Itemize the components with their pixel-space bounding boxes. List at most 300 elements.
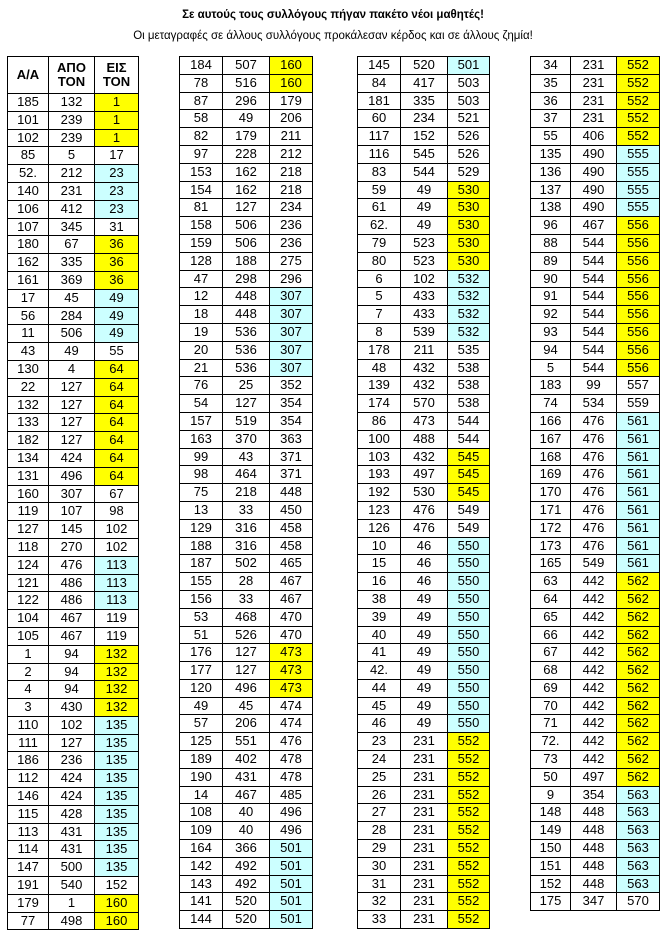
table-row [358,466,490,484]
cell-apo-ton: 239 [49,111,95,129]
table-row [180,92,313,110]
cell-aa: 36 [531,92,571,110]
cell-eis-ton: 49 [95,307,139,325]
cell-eis-ton: 467 [270,590,313,608]
cell-aa: 119 [8,503,49,521]
table-row [8,432,139,450]
cell-eis-ton: 530 [448,217,490,235]
cell-aa: 2 [8,663,49,681]
table-row [8,414,139,432]
cell-aa: 98 [180,466,223,484]
cell-eis-ton: 478 [270,751,313,769]
table-row [531,128,660,146]
cell-eis-ton: 64 [95,414,139,432]
cell-eis-ton: 549 [448,519,490,537]
cell-eis-ton: 563 [617,786,660,804]
cell-aa: 168 [531,448,571,466]
cell-eis-ton: 135 [95,734,139,752]
cell-aa: 176 [180,644,223,662]
table-row [180,608,313,626]
cell-aa: 68 [531,662,571,680]
table-row [531,501,660,519]
cell-eis-ton: 371 [270,448,313,466]
cell-aa: 23 [358,733,401,751]
cell-apo-ton: 296 [223,92,270,110]
cell-eis-ton: 562 [617,697,660,715]
cell-apo-ton: 4 [49,360,95,378]
table-row [358,323,490,341]
cell-apo-ton: 231 [571,74,617,92]
cell-eis-ton: 561 [617,466,660,484]
cell-aa: 189 [180,751,223,769]
cell-aa: 177 [180,662,223,680]
cell-eis-ton: 354 [270,395,313,413]
cell-apo-ton: 316 [223,537,270,555]
table-row [358,857,490,875]
cell-apo-ton: 231 [401,768,448,786]
cell-eis-ton: 552 [448,875,490,893]
cell-eis-ton: 236 [270,217,313,235]
table-row [358,412,490,430]
table-row [531,395,660,413]
cell-aa: 186 [8,752,49,770]
cell-aa: 53 [180,608,223,626]
cell-apo-ton: 231 [401,857,448,875]
cell-eis-ton: 550 [448,715,490,733]
cell-aa: 112 [8,770,49,788]
table-row [531,377,660,395]
table-row [180,804,313,822]
cell-eis-ton: 550 [448,626,490,644]
cell-apo-ton: 500 [49,859,95,877]
cell-eis-ton: 470 [270,608,313,626]
table-row [358,288,490,306]
table-row [358,128,490,146]
cell-aa: 51 [180,626,223,644]
cell-apo-ton: 231 [401,893,448,911]
cell-eis-ton: 557 [617,377,660,395]
cell-apo-ton: 490 [571,163,617,181]
cell-aa: 26 [358,786,401,804]
cell-apo-ton: 442 [571,715,617,733]
cell-apo-ton: 127 [49,432,95,450]
cell-apo-ton: 516 [223,74,270,92]
table-row [8,894,139,912]
cell-aa: 155 [180,573,223,591]
cell-eis-ton: 113 [95,574,139,592]
cell-aa: 70 [531,697,571,715]
cell-aa: 16 [358,573,401,591]
cell-apo-ton: 476 [571,466,617,484]
cell-eis-ton: 275 [270,252,313,270]
cell-aa: 136 [531,163,571,181]
table-row [8,663,139,681]
table-row [8,307,139,325]
cell-apo-ton: 442 [571,679,617,697]
cell-eis-ton: 465 [270,555,313,573]
cell-aa: 63 [531,573,571,591]
cell-aa: 173 [531,537,571,555]
cell-eis-ton: 552 [448,857,490,875]
table-row [8,111,139,129]
table-row [180,74,313,92]
cell-eis-ton: 552 [448,822,490,840]
cell-eis-ton: 561 [617,448,660,466]
cell-apo-ton: 49 [401,644,448,662]
cell-aa: 132 [8,396,49,414]
cell-apo-ton: 476 [401,501,448,519]
cell-aa: 187 [180,555,223,573]
cell-aa: 133 [8,414,49,432]
cell-apo-ton: 486 [49,574,95,592]
cell-apo-ton: 497 [401,466,448,484]
table-row [531,697,660,715]
cell-eis-ton: 132 [95,699,139,717]
table-row [358,644,490,662]
transfers-table-4 [530,56,660,911]
table-row [358,573,490,591]
cell-eis-ton: 473 [270,644,313,662]
cell-eis-ton: 119 [95,610,139,628]
table-row [8,823,139,841]
table-row [8,289,139,307]
cell-apo-ton: 46 [401,537,448,555]
cell-eis-ton: 160 [95,912,139,930]
cell-eis-ton: 135 [95,770,139,788]
table-row [8,699,139,717]
cell-eis-ton: 563 [617,840,660,858]
cell-apo-ton: 132 [49,94,95,112]
cell-eis-ton: 552 [617,57,660,75]
cell-eis-ton: 1 [95,129,139,147]
cell-apo-ton: 544 [571,341,617,359]
cell-eis-ton: 218 [270,181,313,199]
table-row [8,716,139,734]
cell-aa: 163 [180,430,223,448]
cell-eis-ton: 458 [270,537,313,555]
cell-apo-ton: 49 [401,626,448,644]
cell-apo-ton: 545 [401,145,448,163]
table-row [180,377,313,395]
cell-eis-ton: 211 [270,128,313,146]
cell-apo-ton: 544 [571,270,617,288]
table-row [8,610,139,628]
table-row [180,519,313,537]
cell-apo-ton: 544 [571,234,617,252]
table-row [358,608,490,626]
cell-eis-ton: 113 [95,592,139,610]
cell-apo-ton: 506 [223,234,270,252]
cell-eis-ton: 470 [270,626,313,644]
table-row [358,145,490,163]
page-title: Σε αυτούς τους συλλόγους πήγαν πακέτο νέοι μαθητές! [182,9,484,21]
cell-eis-ton: 135 [95,805,139,823]
table-row [358,679,490,697]
table-row [8,521,139,539]
cell-eis-ton: 501 [270,840,313,858]
cell-apo-ton: 231 [49,182,95,200]
table-row [8,218,139,236]
cell-aa: 78 [180,74,223,92]
table-row [358,57,490,75]
cell-aa: 106 [8,200,49,218]
cell-apo-ton: 188 [223,252,270,270]
table-row [531,466,660,484]
table-row [180,857,313,875]
cell-eis-ton: 556 [617,270,660,288]
cell-eis-ton: 135 [95,716,139,734]
cell-aa: 137 [531,181,571,199]
cell-aa: 77 [8,912,49,930]
table-row [8,360,139,378]
table-row [531,163,660,181]
cell-apo-ton: 476 [571,448,617,466]
cell-eis-ton: 64 [95,360,139,378]
cell-eis-ton: 135 [95,752,139,770]
cell-apo-ton: 231 [571,110,617,128]
cell-aa: 126 [358,519,401,537]
cell-aa: 108 [180,804,223,822]
cell-apo-ton: 539 [401,323,448,341]
table-row [531,217,660,235]
cell-apo-ton: 49 [401,199,448,217]
cell-apo-ton: 433 [401,306,448,324]
cell-apo-ton: 162 [223,163,270,181]
cell-aa: 167 [531,430,571,448]
cell-apo-ton: 316 [223,519,270,537]
cell-aa: 59 [358,181,401,199]
cell-aa: 100 [358,430,401,448]
cell-apo-ton: 231 [401,786,448,804]
cell-eis-ton: 36 [95,271,139,289]
cell-aa: 6 [358,270,401,288]
cell-aa: 94 [531,341,571,359]
cell-apo-ton: 433 [401,288,448,306]
cell-apo-ton: 442 [571,608,617,626]
cell-eis-ton: 544 [448,430,490,448]
table-row [531,626,660,644]
cell-aa: 3 [8,699,49,717]
cell-apo-ton: 476 [571,519,617,537]
cell-eis-ton: 363 [270,430,313,448]
table-row [180,573,313,591]
cell-eis-ton: 119 [95,627,139,645]
table-row [180,110,313,128]
cell-eis-ton: 563 [617,804,660,822]
cell-aa: 61 [358,199,401,217]
cell-apo-ton: 406 [571,128,617,146]
table-row [358,555,490,573]
table-row [531,110,660,128]
cell-aa: 192 [358,484,401,502]
cell-aa: 97 [180,145,223,163]
cell-aa: 134 [8,449,49,467]
table-row [180,537,313,555]
cell-eis-ton: 550 [448,573,490,591]
table-row [180,234,313,252]
cell-aa: 47 [180,270,223,288]
cell-aa: 190 [180,768,223,786]
table-row [180,555,313,573]
cell-aa: 12 [180,288,223,306]
table-row [180,430,313,448]
cell-apo-ton: 448 [571,875,617,893]
cell-apo-ton: 46 [401,573,448,591]
cell-eis-ton: 98 [95,503,139,521]
cell-apo-ton: 5 [49,147,95,165]
cell-aa: 99 [180,448,223,466]
cell-aa: 25 [358,768,401,786]
cell-aa: 153 [180,163,223,181]
cell-eis-ton: 352 [270,377,313,395]
table-row [8,254,139,272]
cell-aa: 171 [531,501,571,519]
table-row [180,199,313,217]
cell-eis-ton: 102 [95,538,139,556]
cell-eis-ton: 561 [617,519,660,537]
cell-eis-ton: 473 [270,662,313,680]
cell-aa: 5 [531,359,571,377]
table-row [531,608,660,626]
cell-aa: 9 [531,786,571,804]
cell-aa: 150 [531,840,571,858]
table-row [180,448,313,466]
cell-eis-ton: 555 [617,145,660,163]
cell-eis-ton: 503 [448,92,490,110]
cell-eis-ton: 562 [617,679,660,697]
cell-aa: 69 [531,679,571,697]
cell-apo-ton: 127 [49,734,95,752]
table-row [358,626,490,644]
cell-aa: 83 [358,163,401,181]
table-row [531,644,660,662]
cell-apo-ton: 211 [401,341,448,359]
cell-apo-ton: 496 [49,467,95,485]
cell-apo-ton: 476 [571,430,617,448]
cell-eis-ton: 501 [270,875,313,893]
cell-apo-ton: 492 [223,875,270,893]
cell-aa: 64 [531,590,571,608]
table-row [358,306,490,324]
cell-eis-ton: 23 [95,200,139,218]
cell-eis-ton: 135 [95,841,139,859]
cell-apo-ton: 448 [571,804,617,822]
cell-aa: 66 [531,626,571,644]
cell-apo-ton: 492 [223,857,270,875]
cell-eis-ton: 132 [95,681,139,699]
cell-eis-ton: 549 [448,501,490,519]
cell-aa: 52. [8,165,49,183]
cell-apo-ton: 490 [571,181,617,199]
cell-aa: 5 [358,288,401,306]
cell-apo-ton: 231 [401,840,448,858]
cell-eis-ton: 544 [448,412,490,430]
cell-apo-ton: 536 [223,359,270,377]
table-row [8,325,139,343]
table-row [531,537,660,555]
table-row [8,165,139,183]
cell-aa: 39 [358,608,401,626]
cell-apo-ton: 536 [223,323,270,341]
cell-eis-ton: 556 [617,252,660,270]
table-row [8,538,139,556]
cell-eis-ton: 307 [270,306,313,324]
cell-eis-ton: 501 [270,911,313,929]
cell-aa: 1 [8,645,49,663]
table-row [8,343,139,361]
cell-apo-ton: 236 [49,752,95,770]
cell-aa: 191 [8,877,49,895]
cell-aa: 4 [8,681,49,699]
cell-eis-ton: 135 [95,859,139,877]
cell-aa: 54 [180,395,223,413]
table-row [180,128,313,146]
cell-aa: 72. [531,733,571,751]
cell-apo-ton: 28 [223,573,270,591]
cell-eis-ton: 206 [270,110,313,128]
cell-aa: 45 [358,697,401,715]
table-row [180,341,313,359]
cell-aa: 140 [8,182,49,200]
cell-eis-ton: 550 [448,608,490,626]
cell-aa: 24 [358,751,401,769]
cell-eis-ton: 132 [95,645,139,663]
cell-aa: 158 [180,217,223,235]
cell-eis-ton: 49 [95,325,139,343]
cell-aa: 76 [180,377,223,395]
table-row [8,574,139,592]
cell-eis-ton: 152 [95,877,139,895]
cell-aa: 49 [180,697,223,715]
cell-eis-ton: 218 [270,163,313,181]
cell-apo-ton: 127 [223,395,270,413]
cell-aa: 18 [180,306,223,324]
table-row [180,911,313,929]
cell-apo-ton: 442 [571,751,617,769]
cell-aa: 138 [531,199,571,217]
cell-apo-ton: 544 [571,359,617,377]
cell-aa: 104 [8,610,49,628]
cell-aa: 89 [531,252,571,270]
cell-apo-ton: 366 [223,840,270,858]
cell-eis-ton: 550 [448,679,490,697]
cell-apo-ton: 473 [401,412,448,430]
cell-apo-ton: 370 [223,430,270,448]
table-row [8,236,139,254]
cell-aa: 41 [358,644,401,662]
cell-apo-ton: 448 [571,822,617,840]
cell-apo-ton: 94 [49,663,95,681]
table-row [531,590,660,608]
cell-aa: 141 [180,893,223,911]
header-apo-ton: ΑΠΟ ΤΟΝ [49,57,95,94]
cell-apo-ton: 448 [571,857,617,875]
cell-eis-ton: 135 [95,823,139,841]
table-row [531,306,660,324]
table-row [358,252,490,270]
cell-apo-ton: 162 [223,181,270,199]
cell-eis-ton: 550 [448,590,490,608]
cell-apo-ton: 145 [49,521,95,539]
table-row [358,662,490,680]
cell-aa: 81 [180,199,223,217]
cell-apo-ton: 448 [223,288,270,306]
cell-apo-ton: 127 [223,199,270,217]
cell-aa: 80 [358,252,401,270]
cell-eis-ton: 64 [95,396,139,414]
cell-apo-ton: 442 [571,590,617,608]
table-row [531,234,660,252]
